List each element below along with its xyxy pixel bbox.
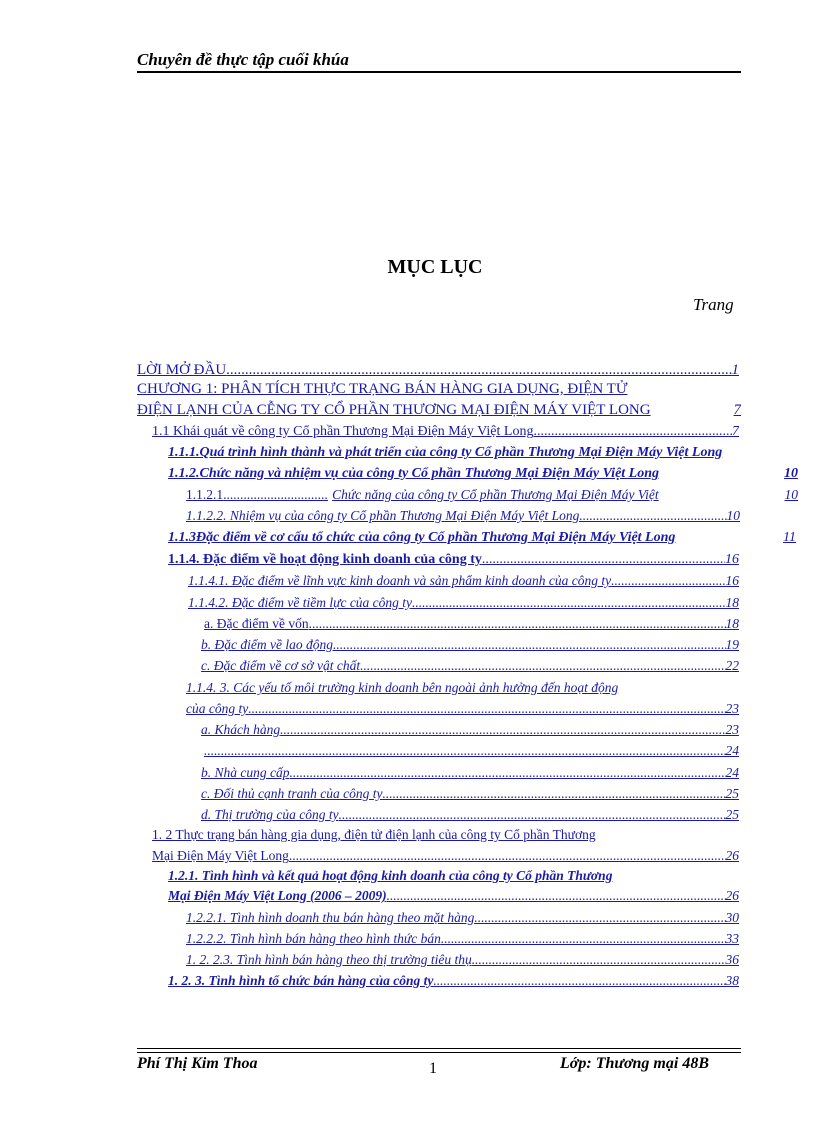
toc-entry[interactable]: [201, 656, 739, 676]
toc-entry[interactable]: [168, 464, 798, 484]
trang-label: Trang: [693, 295, 734, 314]
footer-class: Lớp: Thương mại 48B: [560, 1055, 709, 1072]
toc-leader: [289, 846, 726, 866]
toc-entry-page: 10: [784, 466, 798, 481]
toc-entry[interactable]: [137, 379, 707, 399]
toc-entry-page: 1: [731, 362, 739, 378]
footer-author: Phí Thị Kim Thoa: [137, 1055, 258, 1072]
toc-entry-page: 19: [725, 637, 739, 652]
toc-leader: [290, 763, 726, 783]
toc-leader: [333, 635, 726, 655]
page-number: 1: [429, 1060, 437, 1077]
toc-entry-text: Mại Điện Máy Việt Long: [152, 848, 289, 863]
toc-entry-text: 1.1 Khái quát về công ty Cổ phần Thương Mại Điện Máy Việt Long: [152, 424, 534, 439]
toc-entry-page: 33: [725, 931, 739, 946]
toc-entry-text: 1.1.2.1: [186, 487, 224, 502]
toc-entry-text: 1.1.4.1. Đặc điểm về lĩnh vực kinh doanh và sản phẩm kinh doanh của công ty: [188, 573, 612, 588]
toc-entry-text: Mại Điện Máy Việt Long (2006 – 2009): [168, 888, 387, 903]
toc-entry-page: 22: [725, 658, 739, 673]
toc-entry[interactable]: [186, 929, 739, 949]
toc-entry[interactable]: [186, 506, 740, 526]
toc-entry-page: 26: [725, 848, 739, 863]
toc-entry-text: c. Đối thủ cạnh tranh của công ty: [201, 786, 383, 801]
toc-entry[interactable]: [137, 360, 739, 380]
toc-entry-page: 36: [725, 952, 739, 967]
toc-entry-text: d. Thị trường của công ty: [201, 807, 339, 822]
toc-leader: [360, 656, 725, 676]
toc-entry-page: 25: [725, 786, 739, 801]
toc-entry-page: 38: [725, 973, 739, 988]
toc-entry[interactable]: [201, 805, 739, 825]
toc-entry-text: 1.2.2.1. Tình hình doanh thu bán hàng theo mặt hàng: [186, 910, 475, 925]
page-title: MỤC LỤC: [387, 256, 483, 278]
toc-entry-page: 7: [732, 424, 739, 439]
toc-leader: [226, 360, 731, 380]
toc-entry-page: 23: [725, 722, 739, 737]
toc-entry[interactable]: [201, 720, 739, 740]
toc-entry[interactable]: [152, 422, 739, 442]
toc-leader: [611, 571, 725, 591]
toc-entry[interactable]: [201, 635, 739, 655]
header-title: Chuyên đề thực tập cuối khúa: [137, 50, 349, 69]
toc-leader: [533, 422, 732, 442]
toc-leader: [387, 886, 726, 906]
toc-entry-text: a. Đặc điểm về vốn: [204, 616, 309, 631]
toc-entry[interactable]: [168, 528, 796, 548]
toc-leader: [433, 971, 725, 991]
toc-leader: [382, 784, 725, 804]
toc-entry-page: 10: [726, 508, 740, 523]
toc-leader: [223, 485, 328, 505]
toc-leader: [280, 720, 725, 740]
toc-leader: [472, 950, 726, 970]
toc-entry-page: 16: [725, 573, 739, 588]
toc-entry-text: 1.1.4. Đặc điểm về hoạt động kinh doanh của công ty: [168, 552, 482, 567]
toc-entry[interactable]: [152, 825, 737, 845]
footer-rule: [137, 1052, 741, 1053]
toc-entry[interactable]: [186, 699, 739, 719]
toc-entry[interactable]: [168, 550, 739, 570]
toc-entry[interactable]: [186, 678, 726, 698]
toc-entry-text: 1.1.2.2. Nhiệm vụ của công ty Cổ phần Thương Mại Điện Máy Việt Long: [186, 508, 580, 523]
toc-entry-page: 26: [725, 888, 739, 903]
toc-entry[interactable]: [152, 846, 739, 866]
toc-leader: [204, 741, 726, 761]
toc-entry[interactable]: [168, 866, 718, 886]
toc-entry[interactable]: [186, 485, 798, 505]
toc-entry-page: 23: [725, 701, 739, 716]
toc-entry-text: 1.1.1.Quá trình hình thành và phát triển của công ty Cổ phần Thương Mại Điện Máy Việt Long: [168, 445, 723, 460]
toc-entry-text: 1.1.2.Chức năng và nhiệm vụ của công ty Cổ phần Thương Mại Điện Máy Việt Long: [168, 466, 660, 481]
toc-entry[interactable]: [168, 886, 739, 906]
toc-entry-text: 1.1.4. 3. Các yếu tố môi trường kinh doanh bên ngoài ảnh hưởng đến hoạt động: [186, 680, 619, 695]
toc-entry-text: 1.2.1. Tình hình và kết quả hoạt động kinh doanh của công ty Cổ phần Thương: [168, 868, 613, 883]
toc-entry[interactable]: [204, 741, 739, 761]
footer-rule: [137, 1048, 741, 1049]
toc-leader: [474, 908, 725, 928]
toc-entry-text: 1. 2. 3. Tình hình tổ chức bán hàng của công ty: [168, 973, 434, 988]
toc-entry-page: 18: [725, 616, 739, 631]
toc-leader: [579, 506, 726, 526]
toc-entry-page: 11: [783, 530, 796, 545]
toc-entry[interactable]: [188, 571, 739, 591]
toc-entry-text: 1.2.2.2. Tình hình bán hàng theo hình thức bán: [186, 931, 441, 946]
toc-entry-text: b. Nhà cung cấp: [201, 765, 290, 780]
toc-entry-text: Chức năng của công ty Cổ phần Thương Mại Điện Máy Việt: [332, 487, 659, 502]
toc-leader: [309, 614, 726, 634]
toc-entry-text: 1. 2. 2.3. Tình hình bán hàng theo thị trường tiêu thụ: [186, 952, 472, 967]
toc-entry-page: 24: [725, 765, 739, 780]
toc-entry-text: c. Đặc điểm về cơ sở vật chất: [201, 658, 361, 673]
toc-entry-text: b. Đặc điểm về lao động: [201, 637, 333, 652]
toc-entry[interactable]: [188, 593, 739, 613]
toc-entry-text: 1.1.4.2. Đặc điểm về tiềm lực của công ty: [188, 595, 413, 610]
toc-entry[interactable]: [137, 400, 741, 420]
toc-entry[interactable]: [186, 950, 739, 970]
toc-entry-page: 25: [725, 807, 739, 822]
toc-leader: [339, 805, 726, 825]
toc-entry-text: của công ty: [186, 701, 249, 716]
toc-entry[interactable]: [168, 443, 816, 463]
toc-entry-page: 16: [725, 552, 739, 567]
toc-entry-text: ĐIỆN LẠNH CỦA CỄNG TY CỔ PHẦN THƯƠNG MẠI ĐIỆN MÁY VIỆT LONG: [137, 402, 651, 418]
toc-entry-text: a. Khách hàng: [201, 722, 281, 737]
toc-leader: [412, 593, 725, 613]
toc-entry-text: LỜI MỞ ĐẦU: [137, 362, 227, 378]
toc-leader: [441, 929, 726, 949]
toc-entry-text: 1. 2 Thực trạng bán hàng gia dụng, điện tử điện lạnh của công ty Cổ phần Thương: [152, 827, 596, 842]
toc-entry-page: 24: [725, 743, 739, 758]
toc-entry[interactable]: [201, 763, 739, 783]
toc-entry[interactable]: [201, 784, 739, 804]
toc-entry-page: 7: [733, 402, 741, 418]
toc-entry-page: 30: [725, 910, 739, 925]
toc-entry-page: 10: [784, 487, 798, 502]
toc-entry-text: CHƯƠNG 1: PHÂN TÍCH THỰC TRẠNG BÁN HÀNG GIA DỤNG, ĐIỆN TỬ: [137, 381, 628, 397]
toc-entry-text: 1.1.3Đặc điểm về cơ cấu tổ chức của công ty Cổ phần Thương Mại Điện Máy Việt Long: [168, 530, 676, 545]
toc-entry[interactable]: [168, 971, 739, 991]
toc-entry[interactable]: [186, 908, 739, 928]
toc-entry[interactable]: [204, 614, 739, 634]
toc-entry-page: 18: [725, 595, 739, 610]
toc-leader: [482, 550, 725, 570]
toc-leader: [248, 699, 725, 719]
